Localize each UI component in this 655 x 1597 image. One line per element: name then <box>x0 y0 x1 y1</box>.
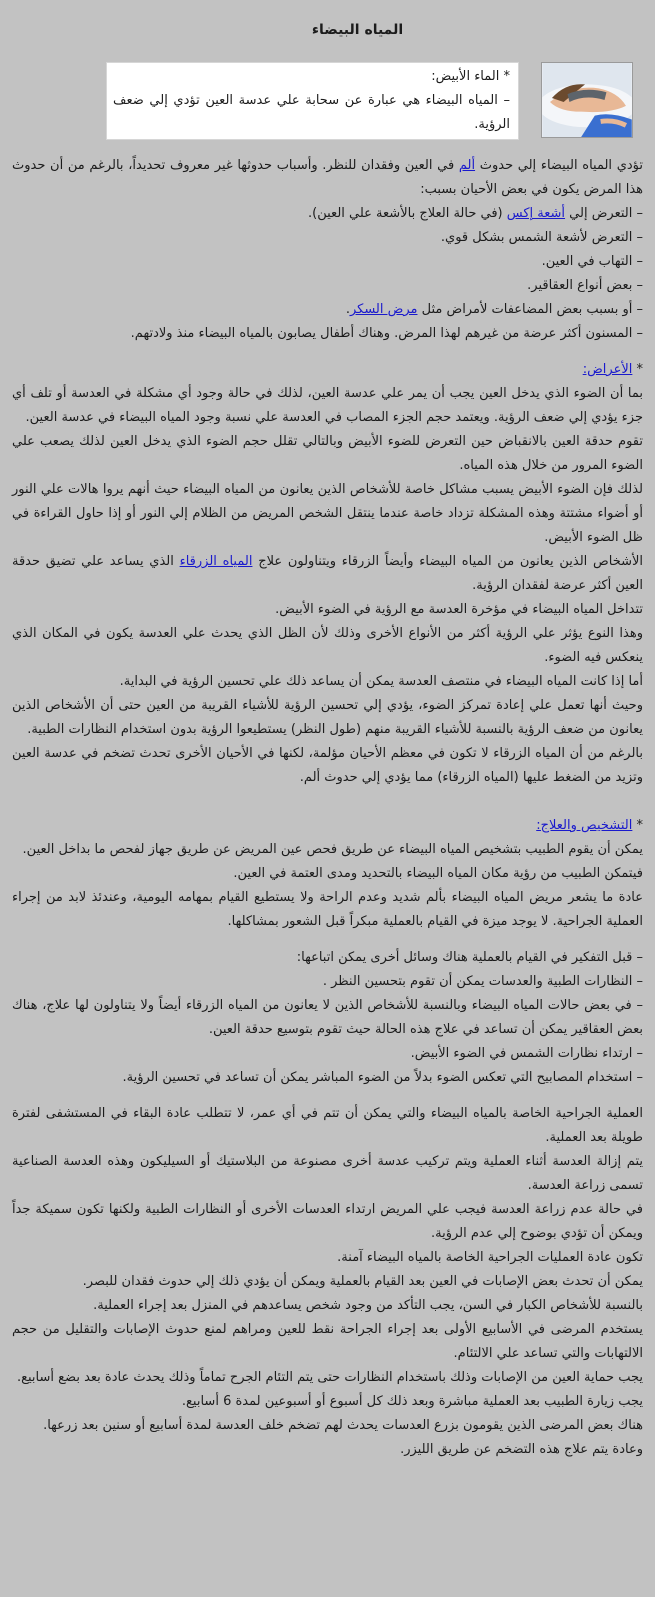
surgery-paragraph: يمكن أن تحدث بعض الإصابات في العين بعد القيام بالعملية ويمكن أن يؤدي ذلك إلي حدوث فقدان للبصر. <box>82 1274 643 1289</box>
bullet-star: * <box>632 818 643 833</box>
page-title: المياه البيضاء <box>311 22 404 38</box>
treatment-paragraph: يمكن أن يقوم الطبيب بتشخيص المياه البيضاء عن طريق فحص عين المريض عن طريق جهاز لفحص ما بداخل العين. <box>22 842 643 857</box>
symptoms-paragraph: لذلك فإن الضوء الأبيض يسبب مشاكل خاصة للأشخاص الذين يعانون من المياه البيضاء حيث أنهم يروا هالات علي النور أو أضواء مشتتة وهذه المشكلة تزداد خاصة عندما ينتقل الشخص المريض من الظلام إلي النور أو إذا حاول القراءة في ظل الضوء الأبيض. <box>12 482 643 545</box>
causes-paragraph <box>12 154 643 202</box>
spacer <box>12 934 643 946</box>
intro-definition: – المياه البيضاء هي عبارة عن سحابة علي عدسة العين تؤدي إلي ضعف الرؤية. <box>113 93 510 132</box>
text-span: الأشخاص الذين يعانون من المياه البيضاء وأيضاً الزرقاء ويتناولون علاج <box>252 554 644 569</box>
treatment-bullet: – استخدام المصابيح التي تعكس الضوء بدلاً من الضوء المباشر يمكن أن تساعد في تحسين الرؤية. <box>122 1070 643 1085</box>
treatment-bullet: – في بعض حالات المياه البيضاء وبالنسبة للأشخاص الذين لا يعانون من المياه الزرقاء أيضاً ولا يتناولون لها علاج، هناك بعض العقاقير يمكن أن تساعد في علاج هذه الحالة حيث تقوم بتوسيع حدقة العين. <box>12 998 643 1037</box>
symptoms-paragraph: تتداخل المياه البيضاء في مؤخرة العدسة مع الرؤية في الضوء الأبيض. <box>275 602 643 617</box>
cause-item: – بعض أنواع العقاقير. <box>527 278 643 293</box>
bullet-star: * <box>632 362 643 377</box>
treatment-bullet: – النظارات الطبية والعدسات يمكن أن تقوم بتحسين النظر . <box>322 974 643 989</box>
surgery-paragraph: يستخدم المرضى في الأسابيع الأولى بعد إجراء الجراحة نقط للعين ومراهم لمنع حدوث الإصابات والتقليل من حجم الالتهابات والتي تساعد علي الالتئام. <box>12 1322 643 1361</box>
text-span: الذي يساعد علي تضيق حدقة العين أكثر عرضة لفقدان الرؤية. <box>12 554 643 593</box>
surgery-paragraph: في حالة عدم زراعة العدسة فيجب علي المريض ارتداء العدسات الأخرى أو النظارات الطبية ولكنها تكون سميكة جداً ويمكن أن تؤدي بوضوح إلي عدم الرؤية. <box>12 1202 643 1241</box>
text-span: – أو بسبب بعض المضاعفات لأمراض مثل <box>417 302 643 317</box>
symptoms-paragraph <box>12 550 643 598</box>
causes-section <box>12 154 643 346</box>
symptoms-paragraph: أما إذا كانت المياه البيضاء في منتصف العدسة يمكن أن يساعد ذلك علي تحسين الرؤية في البداية. <box>119 674 643 689</box>
treatment-heading-link[interactable]: التشخيص والعلاج: <box>536 818 633 833</box>
pain-link[interactable]: ألم <box>458 158 476 173</box>
intro-section <box>12 62 643 140</box>
xray-link[interactable]: أشعة إكس <box>506 206 566 221</box>
symptoms-paragraph: بما أن الضوء الذي يدخل العين يجب أن يمر علي عدسة العين، لذلك في حالة وجود أي مشكلة في العدسة أو تلف أي جزء يؤدي إلي ضعف الرؤية. ويعتمد حجم الجزء المصاب في العدسة علي نسبة وجود المياه البيضاء في عدسة العين. <box>12 386 643 425</box>
text-span: تؤدي المياه البيضاء إلي حدوث <box>475 158 643 173</box>
diabetes-link[interactable]: مرض السكر <box>349 302 418 317</box>
article-photo <box>541 62 633 138</box>
cause-item: – المسنون أكثر عرضة من غيرهم لهذا المرض. وهناك أطفال يصابون بالمياه البيضاء منذ ولادتهم. <box>130 326 643 341</box>
surgery-paragraph: بالنسبة للأشخاص الكبار في السن، يجب التأكد من وجود شخص يساعدهم في المنزل بعد إجراء العملية. <box>93 1298 643 1313</box>
woman-sleeping-photo-icon <box>542 63 632 137</box>
symptoms-section <box>12 358 643 790</box>
text-span: (في حالة العلاج بالأشعة علي العين). <box>308 206 507 221</box>
treatment-paragraph: عادة ما يشعر مريض المياه البيضاء بألم شديد وعدم الراحة ولا يستطيع القيام بمهامه اليومية، وعندئذ لابد من إجراء العملية الجراحية. لا يوجد ميزة في القيام بالعملية مبكراً قبل الشعور بمشاكلها. <box>12 890 643 929</box>
text-span: . <box>345 302 350 317</box>
spacer <box>12 1090 643 1102</box>
cause-item <box>12 298 643 322</box>
text-span: في العين وفقدان للنظر. وأسباب حدوثها غير معروف تحديداً، بالرغم من أن حدوث هذا المرض يكون في بعض الأحيان بسبب: <box>12 158 643 197</box>
treatment-bullet: – ارتداء نظارات الشمس في الضوء الأبيض. <box>410 1046 643 1061</box>
surgery-paragraph: يجب حماية العين من الإصابات وذلك باستخدام النظارات حتى يتم التئام الجرح تماماً وذلك يحدث عادة بعد بضع أسابيع. <box>16 1370 643 1385</box>
intro-heading: * الماء الأبيض: <box>431 69 510 84</box>
cause-item <box>12 202 643 226</box>
cause-item: – التهاب في العين. <box>541 254 643 269</box>
symptoms-heading <box>12 358 643 382</box>
symptoms-paragraph: تقوم حدقة العين بالانقباض حين التعرض للضوء الأبيض وبالتالي تقلل حجم الضوء الذي يدخل العين لذلك يصعب علي الضوء المرور من خلال هذه المياه. <box>12 434 643 473</box>
symptoms-heading-link[interactable]: الأعراض: <box>582 362 633 377</box>
text-span: – التعرض إلي <box>565 206 643 221</box>
spacer <box>12 802 643 814</box>
surgery-paragraph: يتم إزالة العدسة أثناء العملية ويتم تركيب عدسة أخرى مصنوعة من البلاستيك أو السيليكون وهذه العدسة الصناعية تسمى زراعة العدسة. <box>12 1154 643 1193</box>
treatment-section <box>12 814 643 1462</box>
surgery-paragraph: تكون عادة العمليات الجراحية الخاصة بالمياه البيضاء آمنة. <box>337 1250 643 1265</box>
symptoms-paragraph: بالرغم من أن المياه الزرقاء لا تكون في معظم الأحيان مؤلمة، لكنها في الأحيان الأخرى تحدث تضخم في عدسة العين وتزيد من الضغط عليها (المياه الزرقاء) مما يؤدي إلي حدوث ألم. <box>12 746 643 785</box>
symptoms-paragraph: وهذا النوع يؤثر علي الرؤية أكثر من الأنواع الأخرى وذلك لأن الظل الذي يحدث علي العدسة يكون في المكان الذي ينعكس فيه الضوء. <box>12 626 643 665</box>
surgery-paragraph: يجب زيارة الطبيب بعد العملية مباشرة وبعد ذلك كل أسبوع أو أسبوعين لمدة 6 أسابيع. <box>181 1394 643 1409</box>
intro-box <box>106 62 519 140</box>
surgery-paragraph: هناك بعض المرضى الذين يقومون بزرع العدسات يحدث لهم تضخم خلف العدسة لمدة أسابيع أو سنين بعد زرعها. <box>43 1418 643 1433</box>
surgery-paragraph: وعادة يتم علاج هذه التضخم عن طريق الليزر. <box>400 1442 643 1457</box>
treatment-heading <box>12 814 643 838</box>
treatment-bullet: – قبل التفكير في القيام بالعملية هناك وسائل أخرى يمكن اتباعها: <box>296 950 643 965</box>
cause-item: – التعرض لأشعة الشمس بشكل قوي. <box>440 230 643 245</box>
symptoms-paragraph: وحيث أنها تعمل علي إعادة تمركز الضوء، يؤدي إلي تحسين الرؤية للأشياء القريبة من العين حتى أن الأشخاص الذين يعانون من ضعف الرؤية بالنسبة للأشياء القريبة منهم (طول النظر) يستطيعوا الرؤية بدون استخدام النظارات الطبية. <box>12 698 643 737</box>
surgery-paragraph: العملية الجراحية الخاصة بالمياه البيضاء والتي يمكن أن تتم في أي عمر، لا تتطلب عادة البقاء في المستشفى لفترة طويلة بعد العملية. <box>12 1106 643 1145</box>
treatment-paragraph: فيتمكن الطبيب من رؤية مكان المياه البيضاء بالتحديد ومدى العتمة في العين. <box>233 866 643 881</box>
glaucoma-link[interactable]: المياه الزرقاء <box>179 554 253 569</box>
